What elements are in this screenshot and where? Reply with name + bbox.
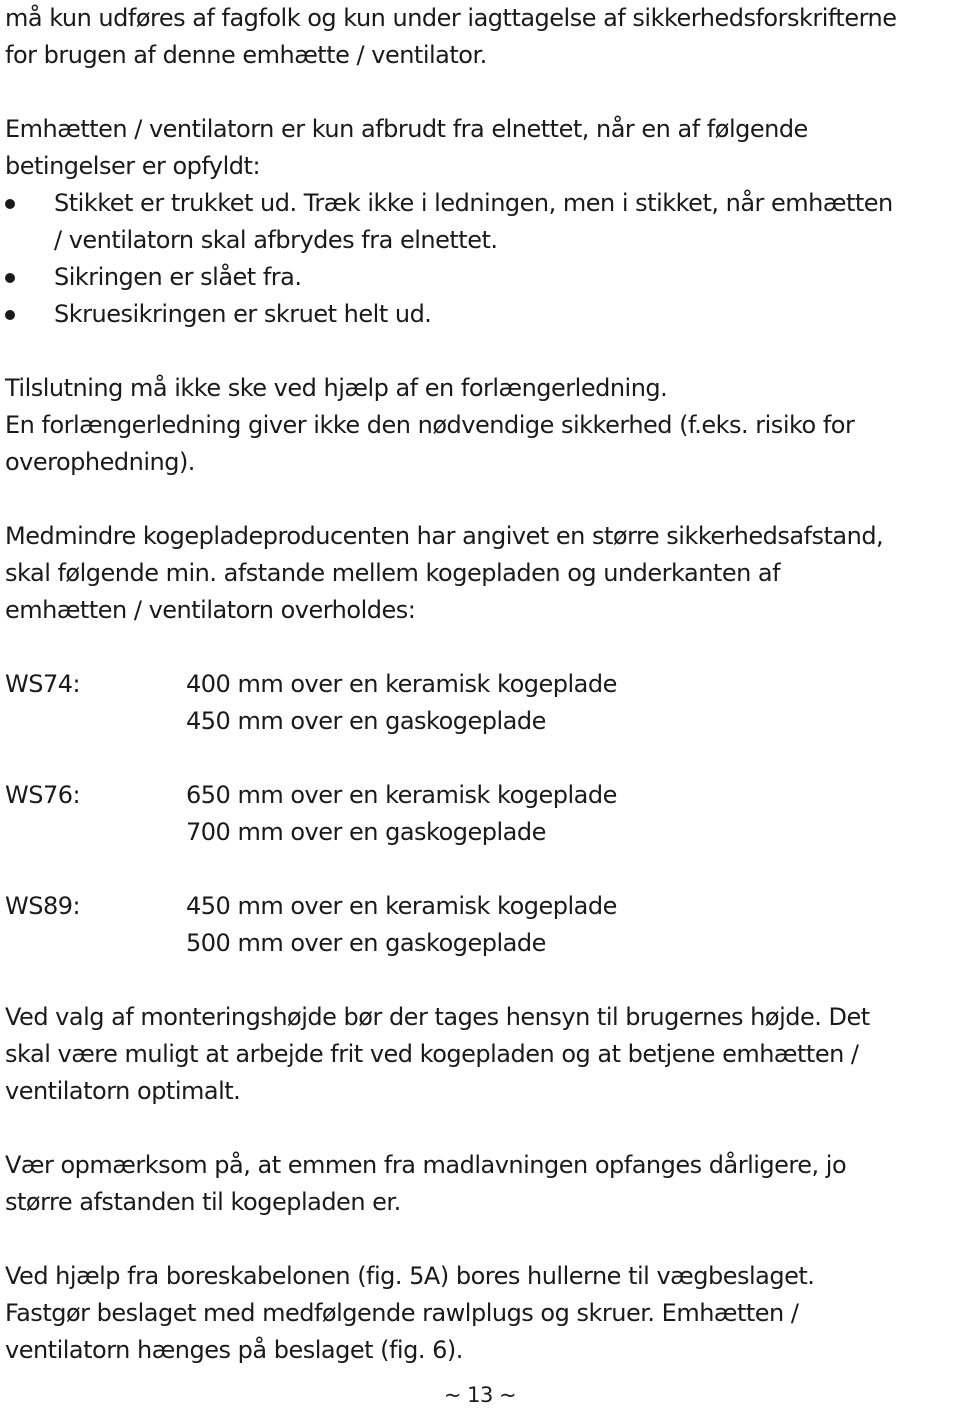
extension-paragraph (5, 370, 957, 481)
height-note-paragraph (5, 999, 957, 1110)
spec-model-label: WS74: (5, 670, 81, 698)
steam-note-paragraph (5, 1147, 957, 1221)
page-number: ~ 13 ~ (443, 1383, 517, 1407)
list-item (5, 296, 957, 333)
bullet-icon (5, 199, 15, 209)
bullet-icon (5, 273, 15, 283)
text-line: Fastgør beslaget med medfølgende rawlplugs og skruer. Emhætten / (5, 1299, 799, 1327)
spec-model-label: WS76: (5, 781, 81, 809)
text-line: Tilslutning må ikke ske ved hjælp af en forlængerledning. (5, 374, 668, 402)
text-line: betingelser er opfyldt: (5, 152, 261, 180)
spec-value: 500 mm over en gaskogeplade (186, 929, 546, 957)
spec-ws76 (5, 777, 957, 851)
text-line: / ventilatorn skal afbrydes fra elnettet. (54, 226, 498, 254)
text-line: Sikringen er slået fra. (54, 263, 302, 291)
text-line: emhætten / ventilatorn overholdes: (5, 596, 416, 624)
text-line: Stikket er trukket ud. Træk ikke i ledningen, men i stikket, når emhætten (54, 189, 893, 217)
text-line: skal være muligt at arbejde frit ved kogepladen og at betjene emhætten / (5, 1040, 859, 1068)
spec-value: 450 mm over en keramisk kogeplade (186, 892, 617, 920)
text-line: Emhætten / ventilatorn er kun afbrudt fra elnettet, når en af følgende (5, 115, 808, 143)
text-line: En forlængerledning giver ikke den nødvendige sikkerhed (f.eks. risiko for (5, 411, 855, 439)
disconnect-bullet-list (5, 185, 957, 333)
text-line: skal følgende min. afstande mellem kogepladen og underkanten af (5, 559, 781, 587)
text-line: Ved hjælp fra boreskabelonen (fig. 5A) bores hullerne til vægbeslaget. (5, 1262, 815, 1290)
spec-ws89 (5, 888, 957, 962)
text-line: større afstanden til kogepladen er. (5, 1188, 401, 1216)
spec-value: 650 mm over en keramisk kogeplade (186, 781, 617, 809)
text-line: Vær opmærksom på, at emmen fra madlavningen opfanges dårligere, jo (5, 1151, 847, 1179)
text-line: ventilatorn optimalt. (5, 1077, 241, 1105)
mounting-paragraph (5, 1258, 957, 1369)
spec-model-label: WS89: (5, 892, 81, 920)
text-line: Medmindre kogepladeproducenten har angivet en større sikkerhedsafstand, (5, 522, 884, 550)
spec-ws74 (5, 666, 957, 740)
spec-value: 400 mm over en keramisk kogeplade (186, 670, 617, 698)
document-page (5, 0, 957, 1369)
spec-value: 700 mm over en gaskogeplade (186, 818, 546, 846)
disconnect-paragraph (5, 111, 957, 185)
text-line: må kun udføres af fagfolk og kun under iagttagelse af sikkerhedsforskrifterne (5, 4, 897, 32)
text-line: Ved valg af monteringshøjde bør der tages hensyn til brugernes højde. Det (5, 1003, 870, 1031)
text-line: Skruesikringen er skruet helt ud. (54, 300, 432, 328)
spec-value: 450 mm over en gaskogeplade (186, 707, 546, 735)
text-line: for brugen af denne emhætte / ventilator. (5, 41, 487, 69)
distance-intro-paragraph (5, 518, 957, 629)
intro-paragraph (5, 0, 957, 74)
bullet-icon (5, 310, 15, 320)
list-item (5, 259, 957, 296)
text-line: ventilatorn hænges på beslaget (fig. 6). (5, 1336, 463, 1364)
list-item (5, 185, 957, 259)
text-line: overophedning). (5, 448, 195, 476)
